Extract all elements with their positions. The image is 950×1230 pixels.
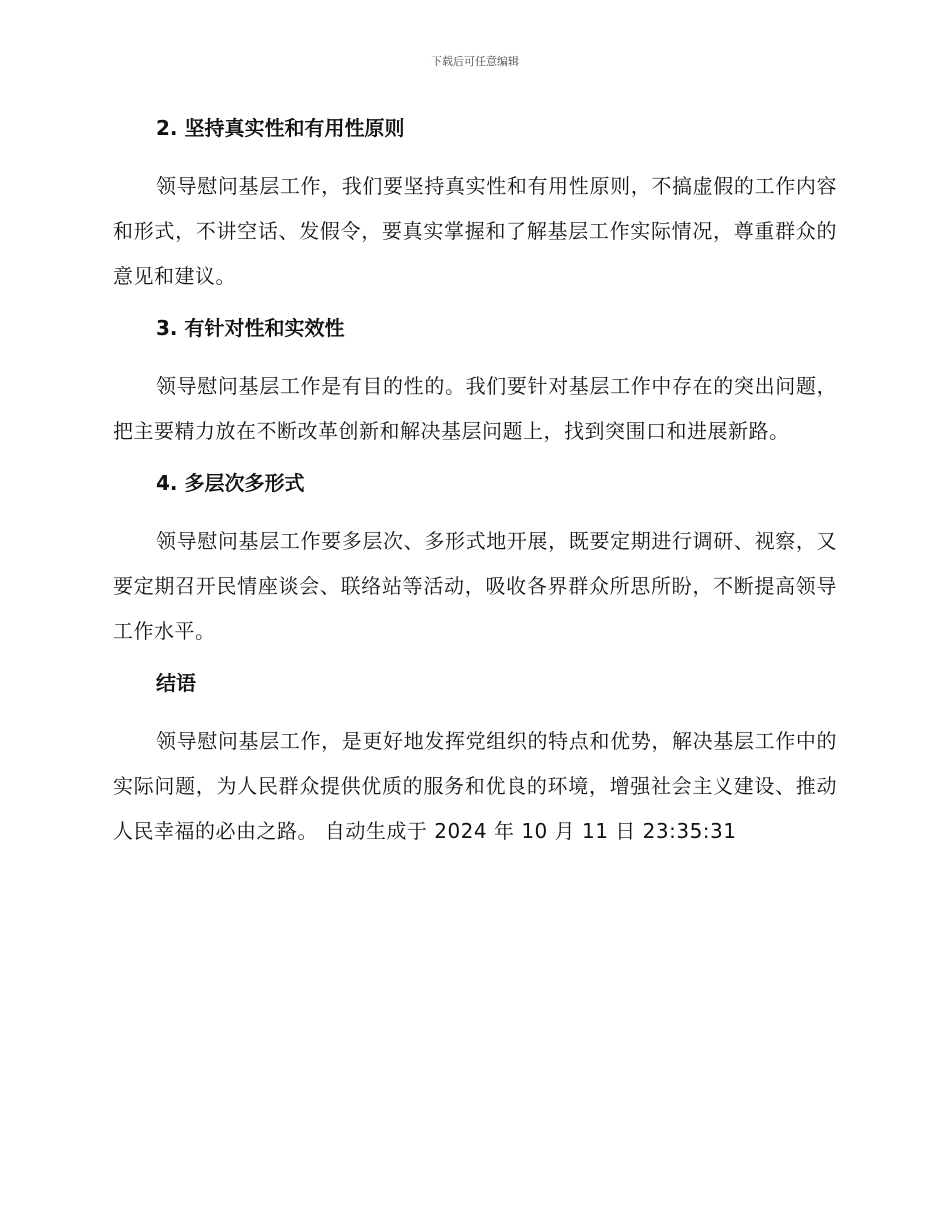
section-heading-3: 3. 有针对性和实效性 <box>156 316 345 340</box>
section-paragraph-3: 领导慰问基层工作是有目的性的。我们要针对基层工作中存在的突出问题，把主要精力放在不断改革创新和解决基层问题上，找到突围口和进展新路。 <box>113 374 837 443</box>
section-heading-2: 2. 坚持真实性和有用性原则 <box>156 116 405 140</box>
section-heading-4: 4. 多层次多形式 <box>156 471 305 495</box>
page-header-note: 下载后可任意编辑 <box>431 55 519 68</box>
section-paragraph-2: 领导慰问基层工作，我们要坚持真实性和有用性原则，不搞虚假的工作内容和形式，不讲空话、发假令，要真实掌握和了解基层工作实际情况，尊重群众的意见和建议。 <box>113 174 837 288</box>
section-paragraph-4: 领导慰问基层工作要多层次、多形式地开展，既要定期进行调研、视察，又要定期召开民情座谈会、联络站等活动，吸收各界群众所思所盼，不断提高领导工作水平。 <box>113 529 837 643</box>
section-heading-conclusion: 结语 <box>156 671 196 695</box>
section-paragraph-conclusion: 领导慰问基层工作，是更好地发挥党组织的特点和优势，解决基层工作中的实际问题，为人民群众提供优质的服务和优良的环境，增强社会主义建设、推动人民幸福的必由之路。 自动生成于 2024 年 10 月 11 日 23:35:31 <box>113 729 837 843</box>
document-body <box>113 112 837 867</box>
